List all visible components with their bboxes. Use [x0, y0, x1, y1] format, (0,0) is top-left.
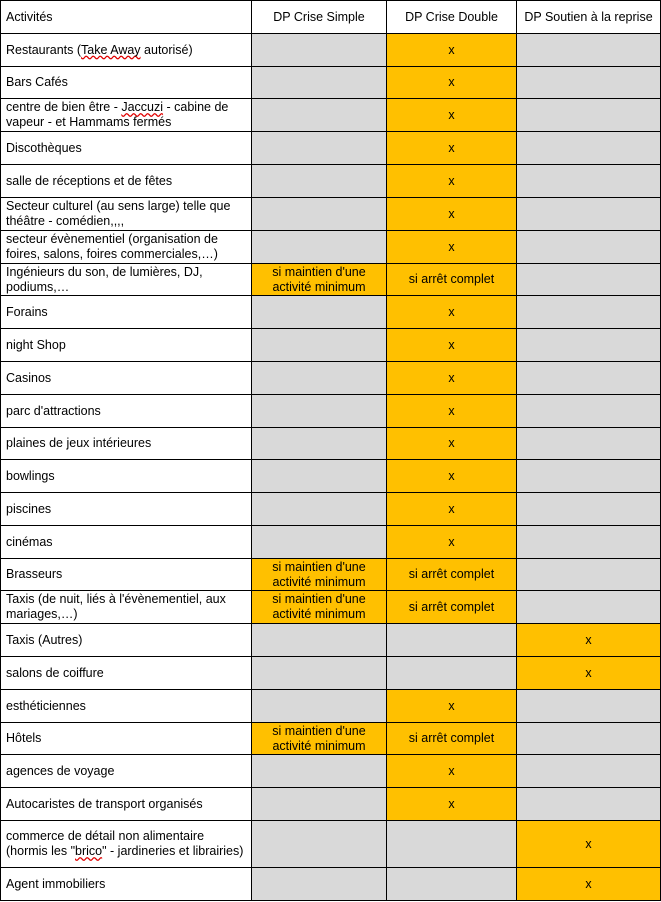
- cell-double: [387, 296, 517, 329]
- activity-cell: [0, 329, 252, 362]
- activity-label: Secteur culturel (au sens large) telle que théâtre - comédien,,,,: [6, 199, 231, 228]
- header-dp-crise-double: [387, 0, 517, 34]
- cell-double: [387, 755, 517, 788]
- cell-simple: [252, 559, 387, 591]
- cell-soutien: [517, 591, 661, 624]
- cell-double: [387, 329, 517, 362]
- cell-simple: [252, 624, 387, 657]
- mark-x: x: [448, 107, 455, 122]
- cell-soutien: [517, 460, 661, 493]
- cell-soutien: [517, 690, 661, 723]
- activity-label: Discothèques: [6, 140, 82, 155]
- activity-label: commerce de détail non alimentaire (hormis les "brico" - jardineries et librairies): [6, 829, 244, 858]
- cell-simple: [252, 493, 387, 526]
- activity-cell: [0, 624, 252, 657]
- activity-label: Casinos: [6, 370, 52, 385]
- cell-simple: [252, 362, 387, 395]
- activity-label: Brasseurs: [6, 567, 63, 581]
- cell-double: [387, 99, 517, 132]
- cell-double: [387, 526, 517, 559]
- cell-simple: [252, 821, 387, 868]
- activity-cell: [0, 821, 252, 868]
- cell-double: [387, 493, 517, 526]
- activity-label: Taxis (de nuit, liés à l'évènementiel, aux mariages,…): [6, 592, 226, 621]
- cell-double: [387, 723, 517, 755]
- cell-simple: [252, 395, 387, 428]
- mark-x: x: [448, 337, 455, 352]
- mark-x: x: [585, 665, 592, 680]
- cell-simple: [252, 99, 387, 132]
- mark-x: x: [448, 763, 455, 778]
- cell-soutien: [517, 198, 661, 231]
- activity-cell: [0, 362, 252, 395]
- spellcheck-flagged-word: Jaccuzi: [121, 100, 164, 114]
- mark-x: x: [448, 698, 455, 713]
- activity-cell: [0, 428, 252, 460]
- mark-x: x: [448, 403, 455, 418]
- cell-simple: [252, 591, 387, 624]
- cell-value: si maintien d'une activité minimum: [272, 723, 366, 753]
- cell-soutien: [517, 395, 661, 428]
- activity-cell: [0, 788, 252, 821]
- activity-cell: [0, 264, 252, 296]
- spellcheck-flagged-word: Take Away: [81, 42, 141, 57]
- activity-label: Taxis (Autres): [6, 632, 83, 647]
- cell-soutien: [517, 362, 661, 395]
- cell-soutien: [517, 67, 661, 99]
- cell-soutien: [517, 329, 661, 362]
- cell-double: [387, 460, 517, 493]
- cell-soutien: [517, 99, 661, 132]
- mark-x: x: [448, 239, 455, 254]
- activity-label: salons de coiffure: [6, 665, 104, 680]
- mark-x: x: [585, 836, 592, 851]
- mark-x: x: [448, 42, 455, 57]
- activity-label: secteur évènementiel (organisation de foires, salons, foires commerciales,…): [6, 232, 218, 261]
- activity-label: Autocaristes de transport organisés: [6, 796, 203, 811]
- cell-double: [387, 132, 517, 165]
- cell-double: [387, 34, 517, 67]
- header-activites: [0, 0, 252, 34]
- activity-cell: [0, 198, 252, 231]
- mark-x: x: [448, 534, 455, 549]
- mark-x: x: [585, 632, 592, 647]
- cell-double: [387, 395, 517, 428]
- cell-simple: [252, 428, 387, 460]
- mark-x: x: [448, 501, 455, 516]
- activity-label: centre de bien être - Jaccuzi - cabine de vapeur - et Hammams fermés: [6, 100, 229, 129]
- header-dp-soutien: [517, 0, 661, 34]
- cell-simple: [252, 723, 387, 755]
- cell-soutien: [517, 231, 661, 264]
- header-label: DP Crise Double: [405, 9, 498, 24]
- activity-cell: [0, 34, 252, 67]
- cell-soutien: [517, 132, 661, 165]
- activity-cell: [0, 165, 252, 198]
- cell-simple: [252, 34, 387, 67]
- activity-label: salle de réceptions et de fêtes: [6, 173, 173, 188]
- cell-simple: [252, 329, 387, 362]
- mark-x: x: [448, 75, 455, 89]
- cell-simple: [252, 67, 387, 99]
- cell-double: [387, 591, 517, 624]
- cell-value: si maintien d'une activité minimum: [272, 559, 366, 589]
- cell-soutien: [517, 868, 661, 901]
- activity-cell: [0, 99, 252, 132]
- cell-double: [387, 264, 517, 296]
- cell-simple: [252, 198, 387, 231]
- activity-label: agences de voyage: [6, 763, 115, 778]
- cell-double: [387, 362, 517, 395]
- cell-double: [387, 67, 517, 99]
- activity-cell: [0, 231, 252, 264]
- cell-double: [387, 868, 517, 901]
- cell-value: si arrêt complet: [408, 599, 495, 614]
- cell-simple: [252, 788, 387, 821]
- cell-soutien: [517, 755, 661, 788]
- cell-value: si arrêt complet: [408, 272, 495, 286]
- activity-label: esthéticiennes: [6, 698, 86, 713]
- activity-cell: [0, 67, 252, 99]
- spellcheck-flagged-word: brico: [75, 844, 103, 858]
- cell-soutien: [517, 657, 661, 690]
- cell-simple: [252, 264, 387, 296]
- cell-value: si maintien d'une activité minimum: [272, 592, 366, 621]
- activity-cell: [0, 690, 252, 723]
- cell-simple: [252, 755, 387, 788]
- cell-simple: [252, 690, 387, 723]
- cell-double: [387, 657, 517, 690]
- activity-label: Bars Cafés: [6, 75, 68, 89]
- cell-double: [387, 788, 517, 821]
- activity-label: piscines: [6, 501, 52, 516]
- mark-x: x: [448, 468, 455, 483]
- cell-simple: [252, 526, 387, 559]
- activity-cell: [0, 493, 252, 526]
- header-label: Activités: [6, 9, 53, 24]
- cell-soutien: [517, 165, 661, 198]
- mark-x: x: [448, 370, 455, 385]
- cell-double: [387, 624, 517, 657]
- activity-cell: [0, 460, 252, 493]
- activity-cell: [0, 559, 252, 591]
- activity-label: Agent immobiliers: [6, 876, 106, 891]
- cell-soutien: [517, 264, 661, 296]
- cell-soutien: [517, 821, 661, 868]
- cell-double: [387, 559, 517, 591]
- cell-simple: [252, 132, 387, 165]
- cell-soutien: [517, 559, 661, 591]
- mark-x: x: [585, 876, 592, 891]
- header-label: DP Crise Simple: [273, 9, 365, 24]
- cell-simple: [252, 657, 387, 690]
- cell-value: si arrêt complet: [408, 567, 495, 581]
- activity-cell: [0, 591, 252, 624]
- cell-soutien: [517, 428, 661, 460]
- header-label: DP Soutien à la reprise: [524, 9, 653, 24]
- activity-label: Ingénieurs du son, de lumières, DJ, podiums,…: [6, 264, 203, 294]
- cell-double: [387, 821, 517, 868]
- mark-x: x: [448, 436, 455, 450]
- cell-soutien: [517, 723, 661, 755]
- cell-double: [387, 165, 517, 198]
- cell-value: si maintien d'une activité minimum: [272, 264, 366, 294]
- header-dp-crise-simple: [252, 0, 387, 34]
- cell-simple: [252, 460, 387, 493]
- cell-soutien: [517, 526, 661, 559]
- activity-label: bowlings: [6, 468, 55, 483]
- activity-label: plaines de jeux intérieures: [6, 436, 152, 450]
- activity-cell: [0, 526, 252, 559]
- activity-label: cinémas: [6, 534, 53, 549]
- activity-label: Restaurants (Take Away autorisé): [6, 42, 193, 57]
- cell-simple: [252, 868, 387, 901]
- cell-simple: [252, 296, 387, 329]
- cell-value: si arrêt complet: [408, 731, 495, 745]
- cell-double: [387, 231, 517, 264]
- cell-simple: [252, 165, 387, 198]
- mark-x: x: [448, 140, 455, 155]
- cell-soutien: [517, 788, 661, 821]
- activity-cell: [0, 723, 252, 755]
- activity-label: Hôtels: [6, 731, 42, 745]
- mark-x: x: [448, 206, 455, 221]
- activity-label: night Shop: [6, 337, 66, 352]
- cell-soutien: [517, 624, 661, 657]
- cell-double: [387, 690, 517, 723]
- activity-cell: [0, 657, 252, 690]
- activity-label: Forains: [6, 304, 48, 319]
- activity-cell: [0, 755, 252, 788]
- cell-soutien: [517, 493, 661, 526]
- activity-cell: [0, 132, 252, 165]
- cell-simple: [252, 231, 387, 264]
- activity-cell: [0, 395, 252, 428]
- cell-soutien: [517, 296, 661, 329]
- cell-double: [387, 198, 517, 231]
- cell-double: [387, 428, 517, 460]
- mark-x: x: [448, 796, 455, 811]
- activity-cell: [0, 868, 252, 901]
- cell-soutien: [517, 34, 661, 67]
- activity-label: parc d'attractions: [6, 403, 101, 418]
- mark-x: x: [448, 304, 455, 319]
- activity-cell: [0, 296, 252, 329]
- mark-x: x: [448, 173, 455, 188]
